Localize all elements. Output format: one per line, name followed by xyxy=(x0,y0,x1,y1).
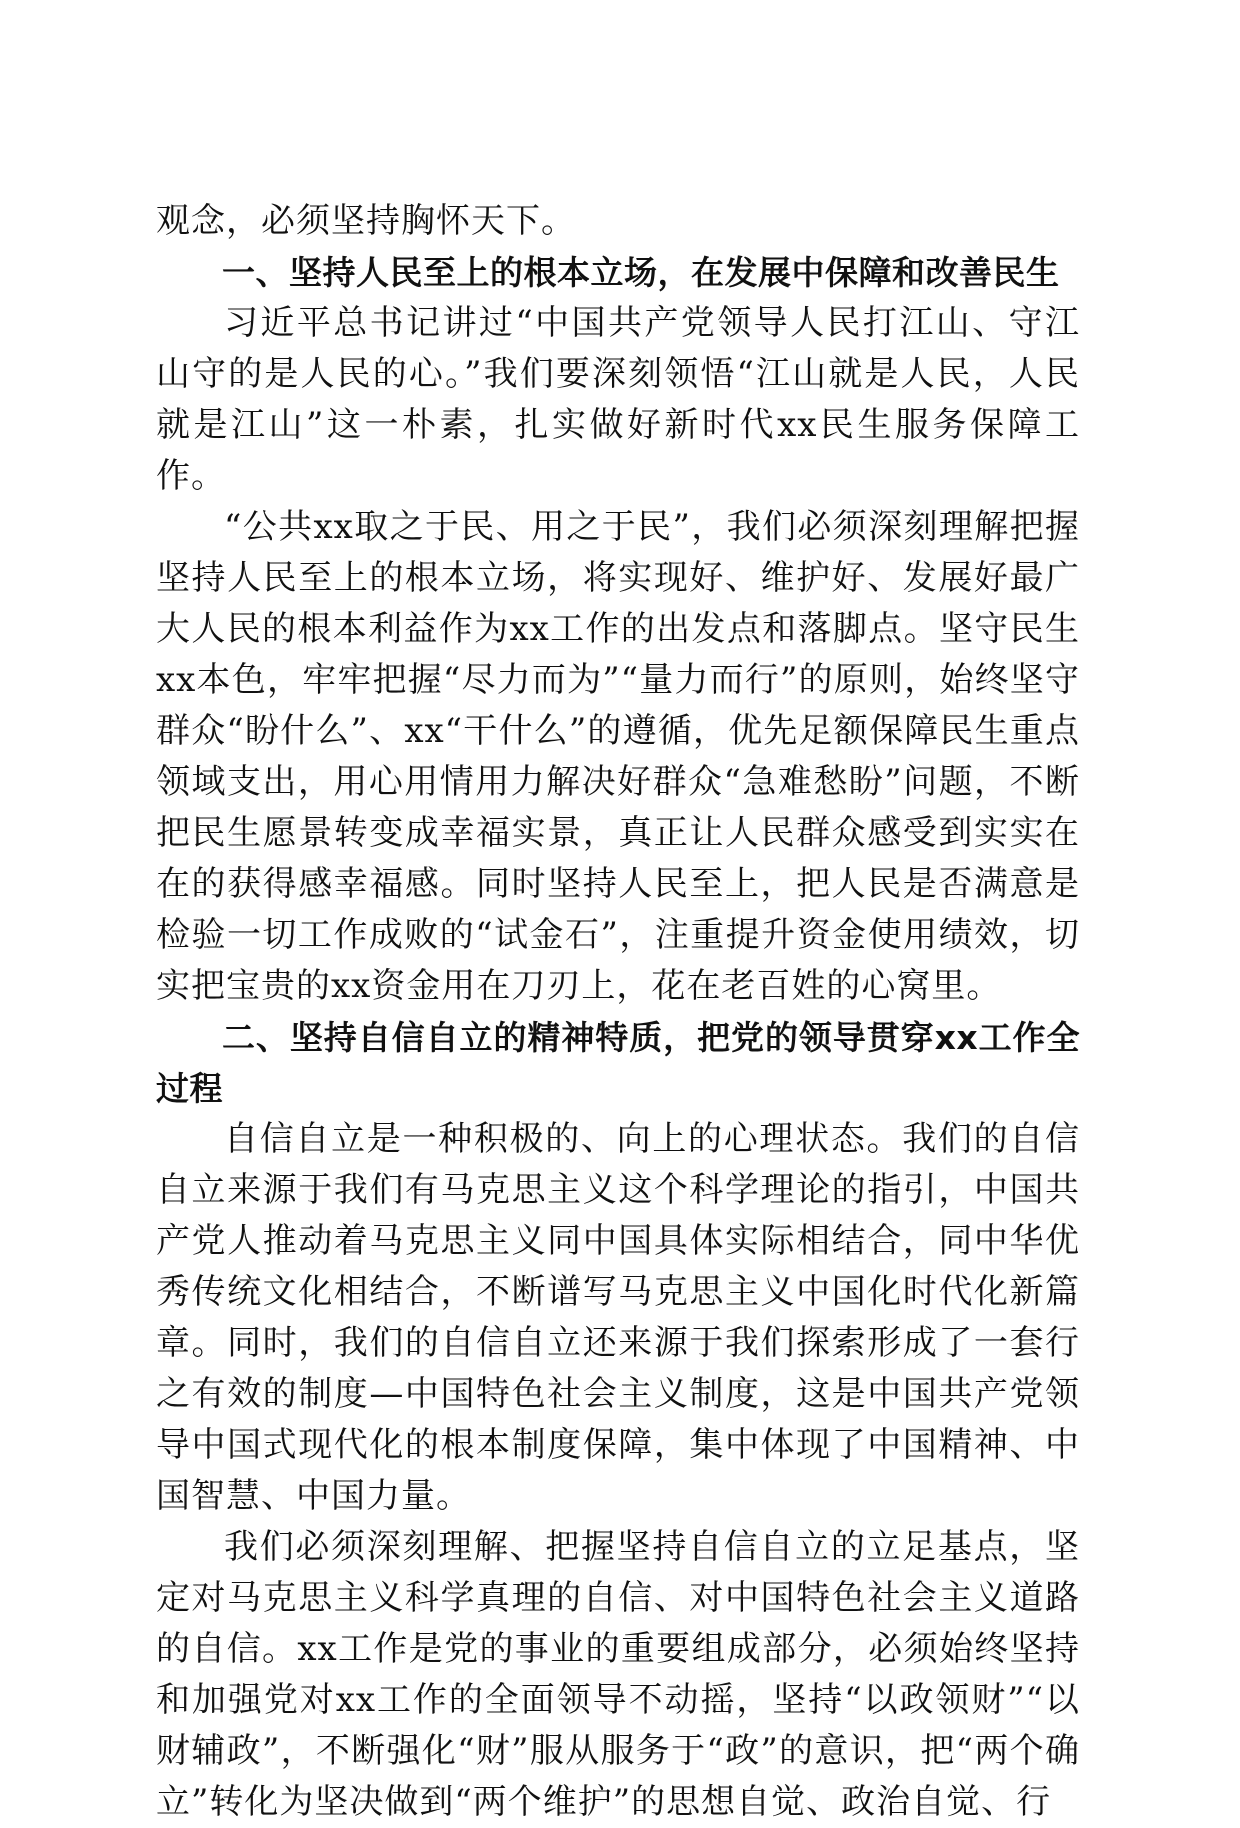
paragraph-continuation: 观念，必须坚持胸怀天下。 xyxy=(156,201,576,241)
body-paragraph: 自信自立是一种积极的、向上的心理状态。我们的自信自立来源于我们有马克思主义这个科学理论的指引，中国共产党人推动着马克思主义同中国具体实际相结合，同中华优秀传统文化相结合，不断谱写马克思主义中国化时代化新篇章。同时，我们的自信自立还来源于我们探索形成了一套行之有效的制度—中国特色社会主义制度，这是中国共产党领导中国式现代化的根本制度保障，集中体现了中国精神、中国智慧、中国力量。 xyxy=(156,1119,1080,1516)
document-body xyxy=(156,196,1080,1828)
body-paragraph: “公共xx取之于民、用之于民”，我们必须深刻理解把握坚持人民至上的根本立场，将实现好、维护好、发展好最广大人民的根本利益作为xx工作的出发点和落脚点。坚守民生xx本色，牢牢把握“尽力而为”“量力而行”的原则，始终坚守群众“盼什么”、xx“干什么”的遵循，优先足额保障民生重点领域支出，用心用情用力解决好群众“急难愁盼”问题，不断把民生愿景转变成幸福实景，真正让人民群众感受到实实在在的获得感幸福感。同时坚持人民至上，把人民是否满意是检验一切工作成败的“试金石”，注重提升资金使用绩效，切实把宝贵的xx资金用在刀刃上，花在老百姓的心窝里。 xyxy=(156,507,1080,1006)
section-heading-2: 二、坚持自信自立的精神特质，把党的领导贯穿xx工作全过程 xyxy=(156,1018,1080,1108)
body-paragraph: 习近平总书记讲过“中国共产党领导人民打江山、守江山守的是人民的心。”我们要深刻领悟“江山就是人民，人民就是江山”这一朴素，扎实做好新时代xx民生服务保障工作。 xyxy=(156,303,1080,496)
section-heading-1: 一、坚持人民至上的根本立场，在发展中保障和改善民生 xyxy=(222,253,1060,292)
body-paragraph: 我们必须深刻理解、把握坚持自信自立的立足基点，坚定对马克思主义科学真理的自信、对中国特色社会主义道路的自信。xx工作是党的事业的重要组成部分，必须始终坚持和加强党对xx工作的全面领导不动摇，坚持“以政领财”“以财辅政”，不断强化“财”服从服务于“政”的意识，把“两个确立”转化为坚决做到“两个维护”的思想自觉、政治自觉、行 xyxy=(156,1527,1080,1822)
